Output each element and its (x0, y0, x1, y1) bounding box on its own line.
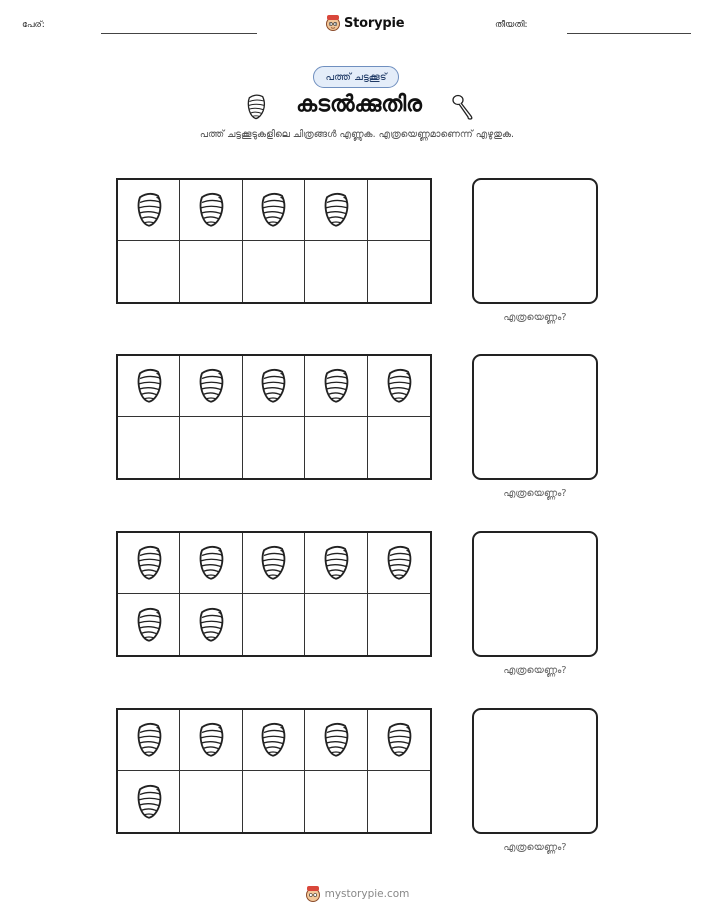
ten-frame-cell (368, 771, 430, 832)
name-line (101, 33, 257, 34)
ten-frame-cell (180, 356, 242, 417)
ten-frame-cell (243, 533, 305, 594)
ten-frame-cell (243, 180, 305, 241)
seahorse-icon (258, 721, 288, 759)
answer-box[interactable] (472, 531, 598, 657)
seahorse-icon (134, 783, 164, 821)
ten-frame-cell (368, 241, 430, 302)
name-label: പേര്: (22, 20, 45, 30)
how-many-label: എത്രയെണ്ണം? (503, 312, 567, 323)
ten-frame-cell (305, 241, 367, 302)
footer (0, 885, 714, 903)
ten-frame-cell (243, 594, 305, 655)
ten-frame-cell (305, 533, 367, 594)
ten-frame-cell (305, 180, 367, 241)
ten-frame (116, 354, 432, 480)
seahorse-icon (196, 191, 226, 229)
seahorse-icon (134, 367, 164, 405)
ten-frame-cell (305, 594, 367, 655)
answer-box[interactable] (472, 354, 598, 480)
seahorse-icon (321, 367, 351, 405)
seahorse-icon (258, 367, 288, 405)
ten-frame-cell (180, 241, 242, 302)
ten-frame (116, 178, 432, 304)
seahorse-icon (134, 721, 164, 759)
answer-box[interactable] (472, 708, 598, 834)
ten-frame-cell (180, 594, 242, 655)
ten-frame-cell (118, 356, 180, 417)
ten-frame-cell (118, 180, 180, 241)
seahorse-icon (384, 367, 414, 405)
ten-frame-cell (368, 710, 430, 771)
seahorse-icon (321, 544, 351, 582)
ten-frame-cell (305, 417, 367, 478)
seahorse-icon (196, 544, 226, 582)
ten-frame-cell (305, 356, 367, 417)
ten-frame-cell (368, 533, 430, 594)
ten-frame-cell (305, 771, 367, 832)
instruction-text: പത്ത് ചട്ടക്കൂടുകളിലെ ചിത്രങ്ങൾ എണ്ണുക. എത്രയെണ്ണമാണെന്ന് എഴുതുക. (199, 129, 515, 140)
seahorse-icon (134, 606, 164, 644)
ten-frame-cell (118, 710, 180, 771)
page-title: കടൽക്കുതിര (296, 92, 422, 117)
ten-frame-cell (368, 594, 430, 655)
ten-frame-cell (118, 771, 180, 832)
footer-url[interactable]: mystorypie.com (324, 888, 410, 900)
ten-frame-cell (368, 417, 430, 478)
date-label: തീയതി: (495, 20, 528, 30)
ten-frame-cell (180, 710, 242, 771)
worksheet-type-badge: പത്ത് ചട്ടക്കൂട് (313, 66, 399, 88)
storypie-logo (325, 13, 404, 33)
ten-frame-cell (243, 710, 305, 771)
ten-frame-cell (243, 417, 305, 478)
answer-box[interactable] (472, 178, 598, 304)
seahorse-icon (134, 191, 164, 229)
ten-frame-cell (243, 356, 305, 417)
date-line (567, 33, 691, 34)
seahorse-icon (451, 93, 475, 121)
ten-frame-cell (243, 771, 305, 832)
seahorse-icon (384, 721, 414, 759)
seahorse-icon (258, 191, 288, 229)
ten-frame-cell (180, 417, 242, 478)
how-many-label: എത്രയെണ്ണം? (503, 488, 567, 499)
ten-frame-cell (180, 180, 242, 241)
ten-frame-cell (243, 241, 305, 302)
storypie-mascot-icon (325, 14, 341, 32)
ten-frame-cell (180, 533, 242, 594)
how-many-label: എത്രയെണ്ണം? (503, 842, 567, 853)
ten-frame (116, 708, 432, 834)
seahorse-icon (321, 721, 351, 759)
ten-frame-cell (118, 417, 180, 478)
ten-frame (116, 531, 432, 657)
ten-frame-cell (118, 533, 180, 594)
seahorse-icon (245, 93, 267, 121)
ten-frame-cell (368, 180, 430, 241)
seahorse-icon (196, 606, 226, 644)
ten-frame-cell (180, 771, 242, 832)
seahorse-icon (196, 367, 226, 405)
logo-text: Storypie (344, 15, 405, 31)
seahorse-icon (384, 544, 414, 582)
seahorse-icon (321, 191, 351, 229)
ten-frame-cell (118, 594, 180, 655)
storypie-mascot-icon (305, 885, 321, 903)
how-many-label: എത്രയെണ്ണം? (503, 665, 567, 676)
ten-frame-cell (305, 710, 367, 771)
ten-frame-cell (118, 241, 180, 302)
seahorse-icon (258, 544, 288, 582)
ten-frame-cell (368, 356, 430, 417)
seahorse-icon (134, 544, 164, 582)
seahorse-icon (196, 721, 226, 759)
